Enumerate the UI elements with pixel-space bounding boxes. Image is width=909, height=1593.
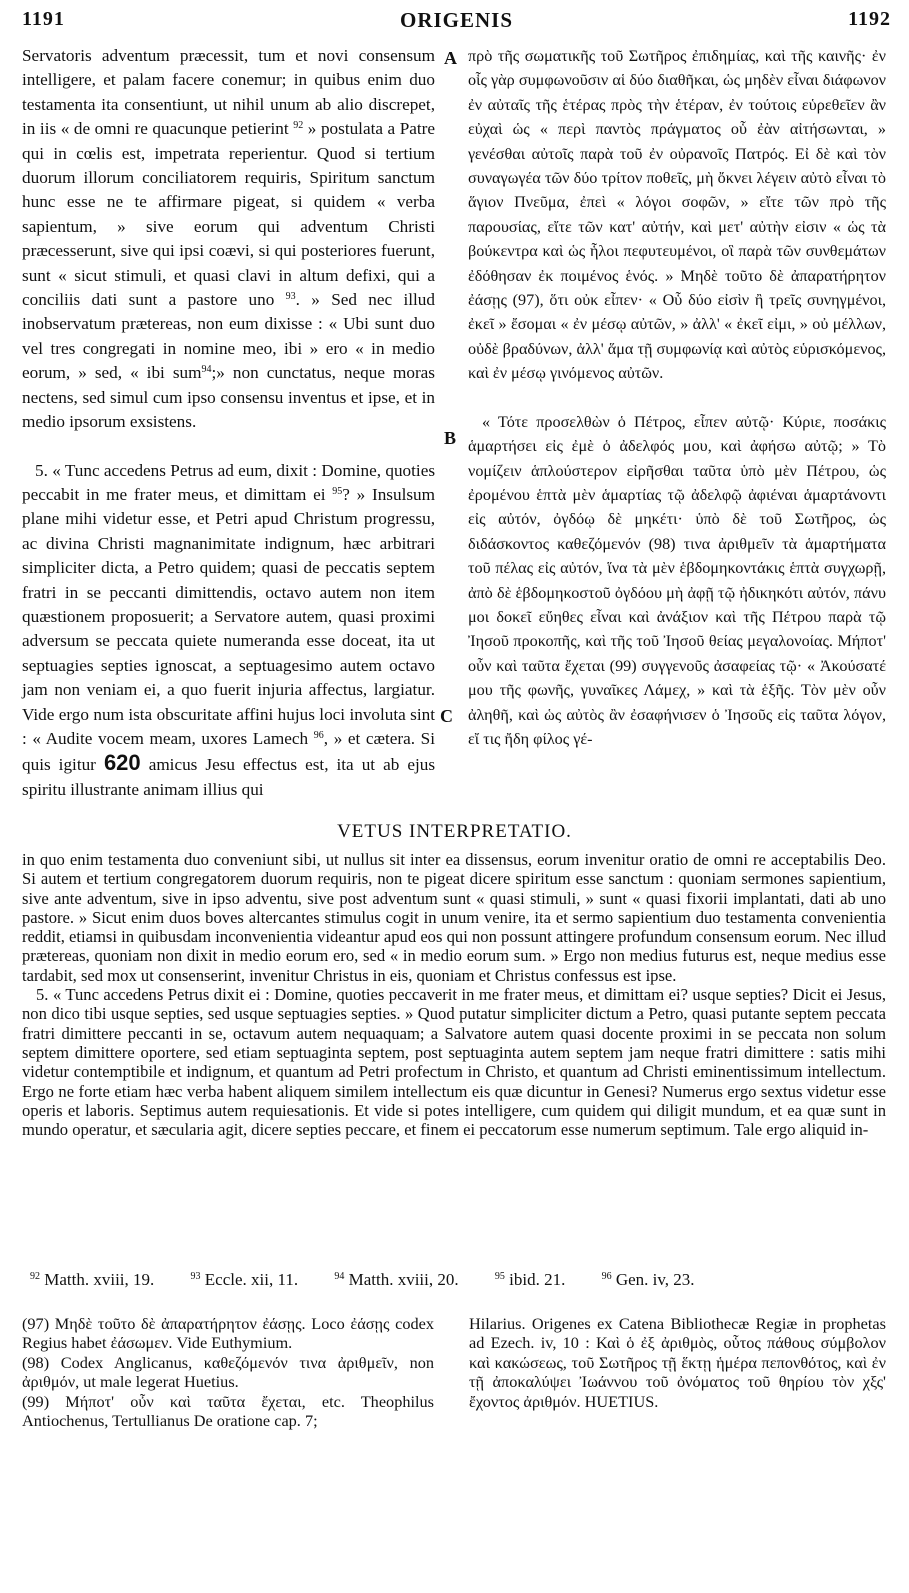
margin-marker-b: B	[444, 428, 457, 448]
note-99: (99) Μήποτ' οὖν καὶ ταῦτα ἔχεται, etc. Theophilus Antiochenus, Tertullianus De oratione cap. 7;	[22, 1391, 434, 1431]
reference-item: $^{94}$ Matth. xviii, 20.	[334, 1270, 459, 1289]
column-number: 620	[103, 750, 141, 776]
scripture-references	[30, 1270, 890, 1290]
footnote-ref[interactable]: 95	[332, 485, 343, 497]
reference-item: $^{92}$ Matth. xviii, 19.	[30, 1270, 155, 1289]
greek-column	[468, 44, 886, 751]
greek-paragraph-2: « Τότε προσελθὼν ὁ Πέτρος, εἶπεν αὐτῷ· Κύριε, ποσάκις ἁμαρτήσει εἰς ἐμὲ ὁ ἀδελφός μου, καὶ ἀφήσω αὐτῷ; » Τὸ νομίζειν ἁπλούστερον εἰρῆσθαι ταῦτα ὑπὸ μὲν Πέτρου, ὡς ἐρομένου ἑπτὰ μὲν ἁμαρτίας τῷ ἀδελφῷ ἀφιέναι ἁμαρτάνοντι εἰς αὐτόν, ὀγδόῳ δὲ μηκέτι· ὑπὸ δὲ τοῦ Σωτῆρος, ὡς διδάσκοντος καθεζόμενόν (98) τινα ἀριθμεῖν τὰ ἁμαρτήματα τοῦ πέλας εἰς αὐτόν, ἵνα τὰ μὲν ἑβδομηκοντάκις ἑπτὰ συγχωρῇ, ἀπὸ δὲ ἑβδομηκοστοῦ ὀγδόου μὴ ἀφῇ τῷ ἠδικηκότι αὐτόν, πάνυ μοι δοκεῖ εὔηθες εἶναι καὶ ἀνάξιον καὶ τῆς Πέτρου παρὰ τῷ Ἰησοῦ προκοπῆς, καὶ τῆς τοῦ Ἰησοῦ θείας μεγαλονοίας. Μήποτ' οὖν καὶ ταῦτα ἔχεται (99) συγγενοῦς ἀσαφείας τῷ· « Ἀκούσατέ μου τῆς φωνῆς, γυναῖκες Λάμεχ, » καὶ τὰ ἑξῆς. Τὸν μὲν οὖν ἀληθῆ, καὶ ὡς αὐτὸς ἂν ἐσαφήνισεν ὁ Ἰησοῦς εἰς ταῦτα λόγον, εἴ τις ἤδη φίλος γέ-	[468, 412, 886, 748]
notes-left	[22, 1314, 434, 1430]
footnote-ref[interactable]: 96	[313, 729, 324, 741]
note-98: (98) Codex Anglicanus, καθεζόμενόν τινα ἀριθμεῖν, non ἀριθμόν, ut male legerat Huetius.	[22, 1352, 434, 1392]
footnote-ref[interactable]: 92	[293, 120, 304, 132]
running-title: ORIGENIS	[399, 8, 514, 32]
reference-item: $^{95}$ ibid. 21.	[494, 1270, 566, 1289]
reference-item: $^{93}$ Eccle. xii, 11.	[190, 1270, 299, 1289]
vetus-interpretatio	[22, 850, 886, 1139]
latin-paragraph-1: Servatoris adventum præcessit, tum et novi consensum intelligere, et palam facere conemur; in quibus enim duo testamenta ita consentiunt, ut nihil unum ab alio discrepet, in iis « de omni re quacunque petierint $^{92}$ » postulata a Patre qui in cœlis est, impetrata reperientur. Quod si tertium duorum illorum conciliatorem requiris, Spiritum sanctum hunc esse ne te affirmare pigeat, si quidem « verba sapientum, » sive eorum qui adventum Christi præcesserunt, sive qui ipsi coævi, si qui posteriores fuerunt, sunt « sicut stimuli, et quasi clavi in altum defixi, qui a conciliis dati sunt a pastore uno $^{93}$. » Sed nec illud inobservatum prætereas, non eum dixisse : « Ubi sunt duo vel tres congregati in nomine meo, ibi » ero « in medio eorum, » sed, « ibi sum$^{94}$;» non cunctatus, neque moras nectens, sed simul cum ipso consensu inventus et ipse, et in medio ipsorum exsistens.	[22, 46, 436, 432]
footnote-ref[interactable]: 94	[201, 364, 212, 376]
latin-column	[22, 44, 435, 802]
note-97: (97) Μηδὲ τοῦτο δὲ ἀπαρατήρητον ἐάσῃς. Loco ἐάσῃς codex Regius habet ἐάσωμεν. Vide Euthymium.	[22, 1314, 434, 1353]
vetus-paragraph-1: in quo enim testamenta duo conveniunt sibi, ut nullus sit inter ea dissensus, eorum invenitur oratio de omni re acceptabilis Deo. Si autem et tertium congregatorem duorum requiris, non te pigeat dicere spiritum esse sanctum : quoniam sermones sapientium, sive ante adventum, sive in ipso adventu, sive post adventum sunt « quasi stimuli, » sunt « quasi fixorii implantati, dati ab uno pastore. » Sicut enim duos boves altercantes stimulus cogit in unum venire, ita et sermo sapientium duo testamenta convenientia reddit, etiamsi in quibusdam inconvenientia videantur apud eos qui non possunt attingere profundum consensum eorum. Nec illud prætereas, quoniam non dixit in medio eorum ero, sed « in medio eorum sum. » Ergo non medius futurus est, neque medius esse tardabit, sed mox ut consenserint, invenitur Christus in eis, quoniam et Christus confessus est ipse.	[22, 850, 886, 985]
reference-item: $^{96}$ Gen. iv, 23.	[601, 1270, 695, 1289]
section-title: VETUS INTERPRETATIO.	[337, 821, 572, 842]
latin-paragraph-2: 5. « Tunc accedens Petrus ad eum, dixit : Domine, quoties peccabit in me frater meus, et dimittam ei $^{95}$? » Insulsum plane mihi videtur esse, et Petri apud Christum progressu, ac divina Christi magnanimitate indignum, hæc arbitrari simpliciter dicta, a Petro quidem; quasi de peccatis septem fratri in se peccanti dimittendis, octavo autem non item quæstionem proposuerit; a Servatore autem, quasi proximi adversum se peccata quiete numeranda esse doceat, ita ut septuagies septies ignoscat, a septuagesimo autem octavo jam non veniam ei, a quo fuerit injuria affectus, largiatur. Vide ergo num ista obscuritate affini hujus loci involuta sint : « Audite vocem meam, uxores Lamech $^{96}$, » et cætera. Si quis igitur 620 amicus Jesu effectus est, ita ut ab ejus spiritu illustrante animam illius qui	[22, 460, 436, 799]
page-number-right: 1192	[848, 8, 891, 30]
note-continuation: Hilarius. Origenes ex Catena Bibliothecæ Regiæ in prophetas ad Ezech. iv, 10 : Καὶ ὁ ἐξ ἀριθμὸς, οὗτος πάθους σύμβολον καὶ κακώσεως, τοῦ Σωτῆρος τῇ ἕκτῃ ἡμέρα πεπονθότος, καὶ ἐν τῇ ἀποκαλύψει Ἰωάννου τοῦ ὀνόματος τοῦ θηρίου τὸν χξς' ἔχοντος ἀριθμόν. HUETIUS.	[469, 1314, 886, 1411]
notes-right	[469, 1314, 886, 1411]
margin-marker-c: C	[440, 706, 453, 726]
vetus-paragraph-2: 5. « Tunc accedens Petrus dixit ei : Domine, quoties peccaverit in me frater meus, et dimittam ei? usque septies? Dicit ei Jesus, non dico tibi usque septies, sed usque septuagies septies. » Quod putatur simpliciter dictum a Petro, quasi putante septem peccata fratri dimittere peccanti in se, octavum autem nequaquam; a Salvatore autem quasi docente proximi in se peccata non solum septem dimittere oportere, sed etiam septuaginta septem, post septuaginta autem septem jam neque fratri dimittere : satis mihi videtur contemptibile et indignum, et quantum ad Petri profectum in Christo, et quantum ad Christi eminentissimum intellectum. Ergo ne forte etiam hæc verba habent aliquem similem intellectum eis quæ dicuntur in Genesi? Numerus ergo sextus videtur esse operis et laboris. Septimus autem requiesationis. Et vide si potes intelligere, cum quidem qui diligit mundum, et ea quæ sunt in mundo operatur, et sæcularia agit, dicere septies peccare, et finem ei peccatorum esse numerum septimum. Tale ergo aliquid in-	[22, 985, 886, 1140]
footnote-ref[interactable]: 93	[285, 291, 296, 303]
margin-marker-a: A	[444, 48, 457, 68]
page-number-left: 1191	[22, 8, 65, 30]
greek-paragraph-1: πρὸ τῆς σωματικῆς τοῦ Σωτῆρος ἐπιδημίας, καὶ τῆς καινῆς· ἐν οἷς γὰρ συμφωνοῦσιν αἱ δύο διαθῆκαι, ὡς μηδὲν εἶναι διάφωνον ἐν αὐταῖς τῆς ἑτέρας πρὸς τὴν ἑτέραν, ἐν τούτοις εὑρεθεῖεν ἂν εὐχαὶ ὡς « περὶ παντὸς πράγματος οὗ ἐὰν αἰτήσωνται, » γενέσθαι αὐτοῖς παρὰ τοῦ ἐν οὐρανοῖς Πατρός. Εἰ δὲ καὶ τὸν συναγωγέα τῶν δύο τρίτον ποθεῖς, μὴ ὄκνει λέγειν αὐτὸ εἶναι τὸ ἅγιον Πνεῦμα, ἐπεὶ « λόγοι σοφῶν, » εἴτε τῶν πρὸ τῆς παρουσίας, εἴτε τῶν κατ' αὐτήν, καὶ μετ' αὐτὴν εἰσιν « ὡς τὰ βούκεντρα καὶ ὡς ἧλοι πεφυτευμένοι, οἳ παρὰ τῶν συνθεμάτων ἐδόθησαν ἐκ ποιμένος ἑνός. » Μηδὲ τοῦτο δὲ ἀπαρατήρητον ἐάσῃς (97), ὅτι οὐκ εἶπεν· « Οὗ δύο εἰσὶν ἢ τρεῖς συνηγμένοι, ἐκεῖ » ἔσομαι « ἐν μέσῳ αὐτῶν, » ἀλλ' « ἐκεῖ εἰμι, » οὐ μέλλων, οὐδὲ βραδύνων, ἀλλ' ἅμα τῇ συμφωνίᾳ καὶ αὐτὸς εὑρισκόμενος, καὶ ἐν μέσῳ γινόμενος αὐτῶν.	[468, 47, 886, 383]
page-header	[22, 8, 891, 36]
